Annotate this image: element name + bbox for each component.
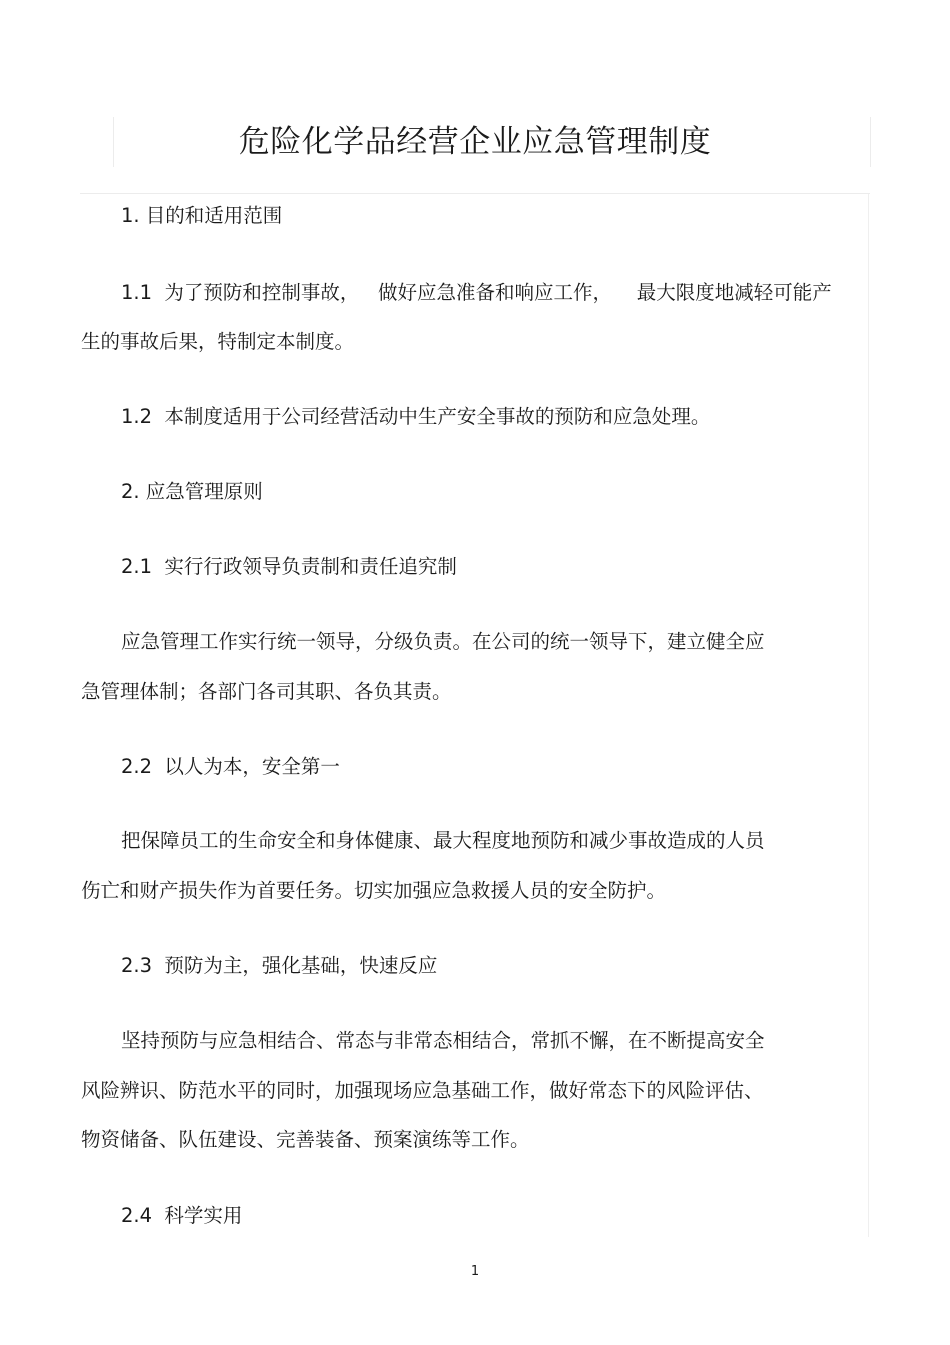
section-heading-2: 2. 应急管理原则 (121, 480, 263, 503)
paragraph-1-1-line-1: 1.1 为了预防和控制事故， 做好应急准备和响应工作， 最大限度地减轻可能产 (121, 281, 832, 304)
paragraph-2-2-line-2: 伤亡和财产损失作为首要任务。切实加强应急救援人员的安全防护。 (81, 879, 667, 902)
paragraph-2-1-line-2: 急管理体制；各部门各司其职、各负其责。 (81, 680, 452, 703)
paragraph-2-3-line-3: 物资储备、队伍建设、完善装备、预案演练等工作。 (81, 1128, 530, 1151)
subheading-2-3: 2.3 预防为主，强化基础，快速反应 (121, 954, 438, 977)
paragraph-1-2: 1.2 本制度适用于公司经营活动中生产安全事故的预防和应急处理。 (121, 405, 711, 428)
paragraph-2-3-line-1: 坚持预防与应急相结合、常态与非常态相结合，常抓不懈，在不断提高安全 (121, 1029, 765, 1052)
page-right-border (868, 194, 869, 1237)
section-heading-1: 1. 目的和适用范围 (121, 204, 283, 227)
paragraph-2-1-line-1: 应急管理工作实行统一领导，分级负责。在公司的统一领导下，建立健全应 (121, 630, 765, 653)
subheading-2-1: 2.1 实行行政领导负责制和责任追究制 (121, 555, 457, 578)
document-title: 危险化学品经营企业应急管理制度 (238, 124, 712, 160)
page-number: 1 (470, 1264, 480, 1279)
paragraph-2-2-line-1: 把保障员工的生命安全和身体健康、最大程度地预防和减少事故造成的人员 (121, 829, 765, 852)
subheading-2-2: 2.2 以人为本，安全第一 (121, 755, 340, 778)
subheading-2-4: 2.4 科学实用 (121, 1204, 243, 1227)
paragraph-1-1-line-2: 生的事故后果，特制定本制度。 (81, 330, 355, 353)
title-divider (80, 193, 870, 194)
paragraph-2-3-line-2: 风险辨识、防范水平的同时，加强现场应急基础工作，做好常态下的风险评估、 (81, 1079, 764, 1102)
